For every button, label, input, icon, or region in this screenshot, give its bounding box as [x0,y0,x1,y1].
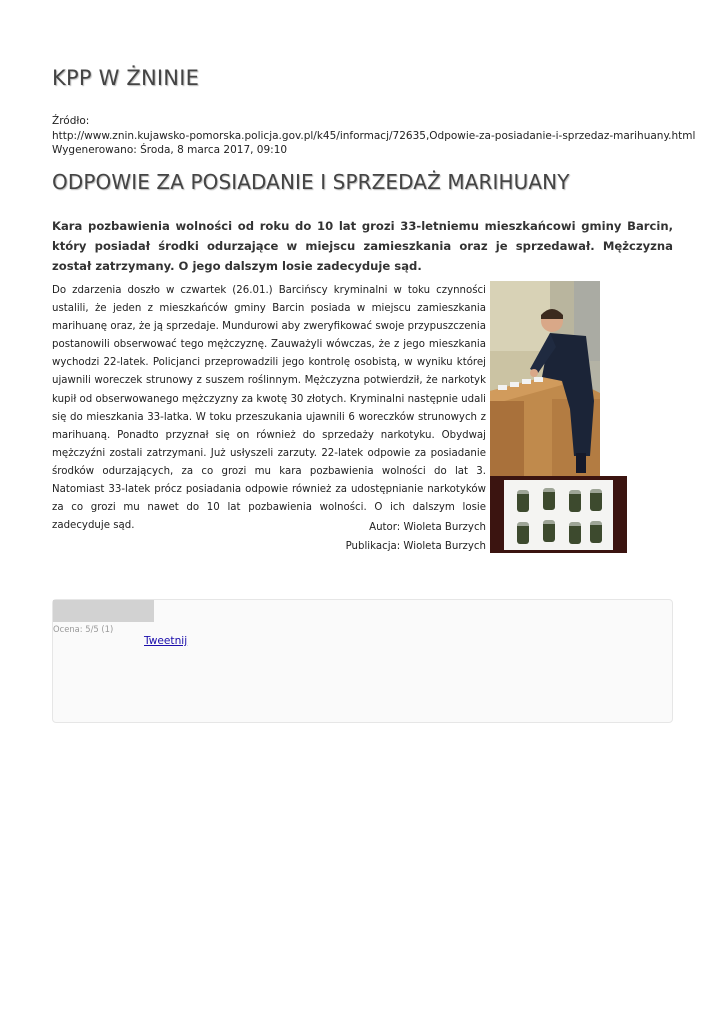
rating-text: Ocena: 5/5 (1) [53,624,114,634]
generated-date: Wygenerowano: Środa, 8 marca 2017, 09:10 [52,144,288,156]
site-title: KPP W ŻNINIE [52,66,200,90]
article-title: ODPOWIE ZA POSIADANIE I SPRZEDAŻ MARIHUANY [52,170,570,194]
tweet-link[interactable]: Tweetnij [144,635,188,647]
article-body: Do zdarzenia doszło w czwartek (26.01.) Barcińscy kryminalni w toku czynności ustalili, że jeden z mieszkańców gminy Barcin posiada w miejscu zamieszkania marihuanę oraz, że ją sprzedaje. Mundurowi aby zweryfikować swoje przypuszczenia postanowili obserwować tego mężczyznę. Zauważyli wówczas, że z jego mieszkania wychodzi 22-latek. Policjanci przeprowadzili jego kontrolę osobistą, w wyniku której ujawnili woreczek strunowy z suszem roślinnym. Mężczyzna potwierdził, że narkotyk kupił od obserwowanego mężczyzny za kwotę 30 złotych. Kryminalni następnie udali się do mieszkania 33-latka. W toku przeszukania ujawnili 6 woreczków strunowych z marihuaną. Ponadto przyznał się on również do sprzedaży narkotyku. Obydwaj mężczyźni zostali zatrzymani. Już usłyszeli zarzuty. 22-latek odpowie za posiadanie środków odurzających, za co grozi mu kara pozbawienia wolności do lat 3. Natomiast 33-latek prócz posiadania odpowie również za udostępnianie narkotyków za co grozi mu nawet do 10 lat pozbawienia wolności. O ich dalszym losie zadecyduje sąd. [52,285,486,532]
evidence-photo-image [490,476,627,553]
rating-stars-bar[interactable] [53,600,154,622]
rating-panel [52,599,673,723]
article-photo-evidence[interactable] [490,476,627,553]
article-author: Autor: Wioleta Burzych [369,522,486,533]
source-url: http://www.znin.kujawsko-pomorska.policja.gov.pl/k45/informacj/72635,Odpowie-za-posiadanie-i-sprzedaz-marihuany.html [52,129,696,142]
source-label: Źródło: [52,115,90,127]
officer-photo-image [490,281,600,476]
article-publication: Publikacja: Wioleta Burzych [345,541,486,552]
source-meta [52,114,696,158]
article-photo-officer[interactable] [490,281,600,476]
article-lead: Kara pozbawienia wolności od roku do 10 lat grozi 33-letniemu mieszkańcowi gminy Barcin, który posiadał środki odurzające w miejscu zamieszkania oraz je sprzedawał. Mężczyzna został zatrzymany. O jego dalszym losie zadecyduje sąd. [52,219,673,273]
